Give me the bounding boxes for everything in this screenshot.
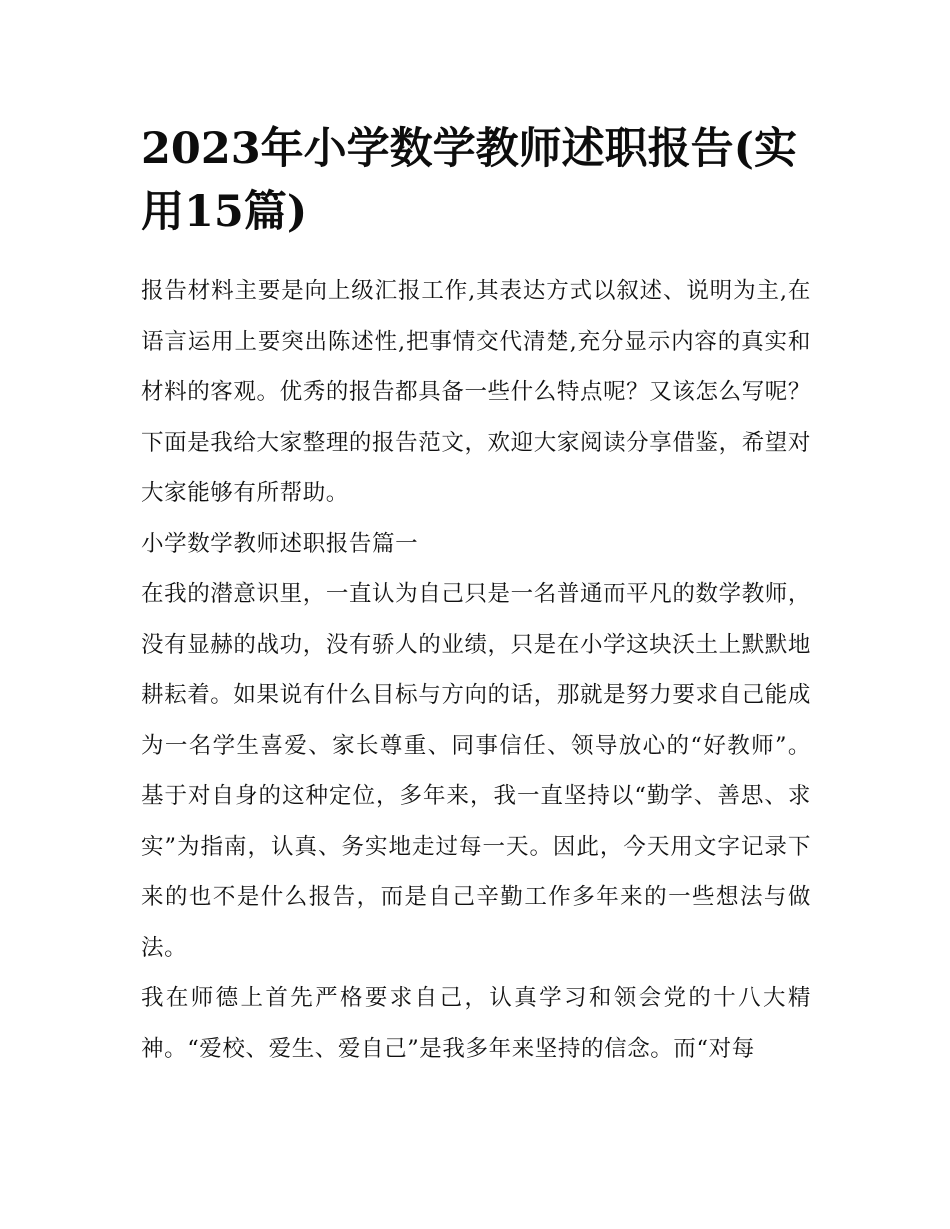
- section-heading: 小学数学教师述职报告篇一: [141, 530, 419, 557]
- body-paragraph-1: 在我的潜意识里，一直认为自己只是一名普通而平凡的数学教师，没有显赫的战功，没有骄人的业绩，只是在小学这块沃土上默默地耕耘着。如果说有什么目标与方向的话，那就是努力要求自己能成为一名学生喜爱、家长尊重、同事信任、领导放心的“好教师”。基于对自身的这种定位，多年来，我一直坚持以“勤学、善思、求实”为指南，认真、务实地走过每一天。因此，今天用文字记录下来的也不是什么报告，而是自己辛勤工作多年来的一些想法与做法。: [141, 581, 811, 961]
- document-page: [141, 118, 811, 1074]
- document-title: 2023年小学数学教师述职报告(实用15篇): [141, 124, 798, 237]
- body-paragraph-2: 我在师德上首先严格要求自己，认真学习和领会党的十八大精神。“爱校、爱生、爱自己”是我多年来坚持的信念。而“对每: [141, 985, 811, 1062]
- intro-paragraph: 报告材料主要是向上级汇报工作,其表达方式以叙述、说明为主,在语言运用上要突出陈述性,把事情交代清楚,充分显示内容的真实和材料的客观。优秀的报告都具备一些什么特点呢？又该怎么写呢？下面是我给大家整理的报告范文，欢迎大家阅读分享借鉴，希望对大家能够有所帮助。: [141, 278, 811, 506]
